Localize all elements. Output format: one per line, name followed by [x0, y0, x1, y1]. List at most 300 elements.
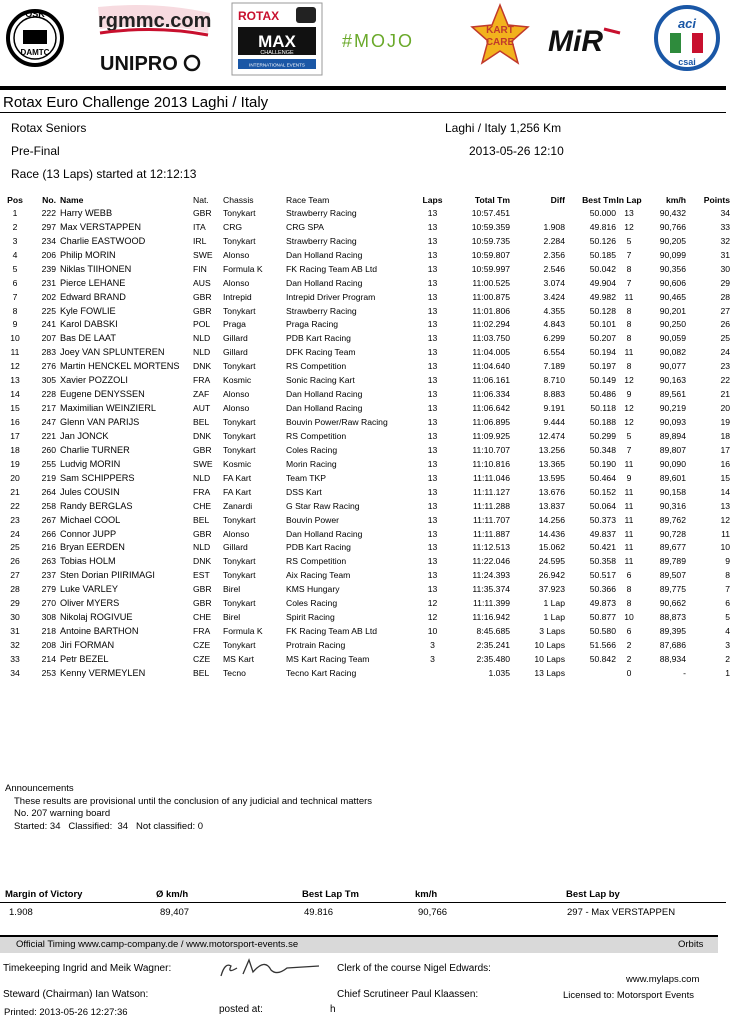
cell-race-team: CRG SPA — [286, 221, 325, 232]
cell-diff: 1 Lap — [543, 598, 565, 609]
cell-laps: 13 — [427, 235, 438, 246]
cell-chassis: Tonykart — [223, 514, 256, 525]
cell-best-time: 50.373 — [589, 514, 616, 525]
cell-diff: 2.546 — [543, 263, 565, 274]
svg-text:MiR: MiR — [548, 25, 603, 58]
cell-name: Kenny VERMEYLEN — [60, 667, 146, 678]
cell-name: Luke VARLEY — [60, 584, 119, 595]
cell-no: 207 — [41, 333, 56, 344]
announcements-title: Announcements — [5, 783, 74, 794]
cell-total-time: 11:02.294 — [472, 319, 510, 330]
cell-laps: 13 — [427, 305, 438, 316]
cell-chassis: Praga — [223, 319, 246, 330]
table-row — [0, 624, 742, 638]
cell-name: Bas DE LAAT — [60, 333, 116, 344]
cell-diff: 14.256 — [538, 514, 565, 525]
cell-race-team: Tecno Kart Racing — [286, 667, 357, 678]
cell-no: 206 — [41, 249, 56, 260]
cell-laps: 13 — [427, 472, 438, 483]
cell-laps: 13 — [427, 221, 438, 232]
session-label: Pre-Final — [11, 144, 60, 158]
cell-nat: FRA — [193, 375, 211, 386]
cell-no: 239 — [41, 263, 56, 274]
cell-chassis: CRG — [223, 221, 243, 232]
cell-diff — [510, 206, 565, 220]
session-datetime: 2013-05-26 12:10 — [469, 144, 564, 158]
cell-in-lap: 8 — [626, 584, 632, 595]
cell-best-time: 50.197 — [589, 361, 616, 372]
cell-name: Tobias HOLM — [60, 556, 116, 567]
cell-no: 208 — [41, 640, 56, 651]
col-no: No. — [42, 194, 56, 205]
cell-diff: 4.355 — [543, 305, 565, 316]
cell-pos: 21 — [10, 486, 20, 497]
title-rule — [0, 112, 726, 113]
cell-diff: 13.256 — [538, 444, 565, 455]
cell-chassis: Kosmic — [223, 375, 252, 386]
cell-pos: 24 — [10, 528, 20, 539]
table-row — [0, 610, 742, 624]
cell-diff: 1 Lap — [543, 612, 565, 623]
cell-in-lap: 11 — [624, 500, 634, 511]
cell-in-lap: 12 — [624, 417, 634, 428]
cell-laps: 13 — [427, 542, 438, 553]
cell-diff: 3.424 — [543, 291, 565, 302]
cell-nat: GBR — [193, 291, 212, 302]
cell-race-team: Strawberry Racing — [286, 235, 357, 246]
cell-points: 12 — [720, 514, 730, 525]
cell-no: 253 — [41, 667, 56, 678]
cell-points: 24 — [720, 347, 730, 358]
table-row — [0, 220, 742, 234]
cell-total-time: 11:12.513 — [472, 542, 510, 553]
cell-race-team: Dan Holland Racing — [286, 528, 363, 539]
cell-pos: 10 — [10, 333, 20, 344]
cell-in-lap: 10 — [624, 612, 634, 623]
cell-points: 14 — [720, 486, 730, 497]
table-row — [0, 276, 742, 290]
cell-points: 26 — [720, 319, 730, 330]
table-row — [0, 527, 742, 541]
cell-total-time: 11:11.288 — [473, 500, 510, 511]
cell-pos: 31 — [10, 626, 20, 637]
cell-kmh: 89,789 — [659, 556, 686, 567]
timekeeper-signature — [215, 956, 325, 982]
cell-pos: 26 — [10, 556, 20, 567]
cell-race-team: Spirit Racing — [286, 612, 335, 623]
cell-no: 225 — [41, 305, 56, 316]
cell-total-time: 2:35.480 — [476, 653, 510, 664]
cell-points: 7 — [725, 584, 730, 595]
col-name: Name — [60, 194, 84, 205]
table-row — [0, 457, 742, 471]
cell-name: Randy BERGLAS — [60, 500, 133, 511]
cell-pos: 1 — [12, 207, 18, 218]
cell-name: Jan JONCK — [60, 430, 109, 441]
cell-kmh: 89,561 — [659, 389, 686, 400]
cell-no: 276 — [41, 361, 56, 372]
cell-laps: 13 — [427, 249, 438, 260]
col-total-time: Total Tm — [474, 194, 510, 205]
cell-nat: DNK — [193, 430, 212, 441]
cell-no: 260 — [41, 444, 56, 455]
clerk-label: Clerk of the course Nigel Edwards: — [337, 963, 491, 974]
cell-in-lap: 0 — [626, 667, 632, 678]
cell-name: Bryan EERDEN — [60, 542, 125, 553]
cell-chassis: FA Kart — [223, 472, 252, 483]
cell-pos: 29 — [10, 598, 20, 609]
cell-name: Glenn VAN PARIJS — [60, 417, 140, 428]
summary-avg-header: Ø km/h — [156, 889, 189, 900]
cell-kmh: 90,606 — [659, 277, 686, 288]
cell-kmh: 90,766 — [659, 221, 686, 232]
cell-nat: BEL — [193, 514, 210, 525]
cell-total-time: 2:35.241 — [476, 640, 510, 651]
cell-no: 216 — [41, 542, 56, 553]
summary-rule — [0, 902, 726, 903]
cell-best-time: 50.358 — [589, 556, 616, 567]
cell-diff: 9.444 — [543, 417, 565, 428]
cell-race-team: DFK Racing Team — [286, 347, 356, 358]
cell-best-time: 49.837 — [589, 528, 616, 539]
svg-text:aci: aci — [677, 16, 697, 31]
cell-diff: 12.474 — [538, 430, 565, 441]
cell-best-time: 50.064 — [589, 500, 616, 511]
cell-pos: 9 — [12, 319, 18, 330]
cell-laps — [420, 666, 445, 680]
cell-chassis: Alonso — [223, 403, 250, 414]
cell-points: 6 — [725, 598, 730, 609]
cell-points: 8 — [725, 570, 730, 581]
cell-laps: 13 — [427, 319, 438, 330]
cell-laps: 13 — [427, 444, 438, 455]
cell-best-time: 50.464 — [589, 472, 616, 483]
cell-race-team: Sonic Racing Kart — [286, 375, 355, 386]
table-row — [0, 318, 742, 332]
cell-nat: DNK — [193, 361, 212, 372]
cell-diff: 13 Laps — [534, 667, 565, 678]
cell-no: 263 — [41, 556, 56, 567]
cell-best-time: 49.904 — [589, 277, 616, 288]
cell-total-time: 11:11.887 — [473, 528, 510, 539]
cell-points: 3 — [725, 640, 730, 651]
cell-laps: 13 — [427, 430, 438, 441]
cell-points: 29 — [720, 277, 730, 288]
cell-nat: AUT — [193, 403, 211, 414]
cell-laps: 3 — [430, 653, 435, 664]
cell-diff: 26.942 — [538, 570, 565, 581]
cell-kmh: 90,205 — [659, 235, 686, 246]
table-row — [0, 206, 742, 220]
cell-pos: 3 — [12, 235, 18, 246]
cell-laps: 13 — [427, 584, 438, 595]
cell-nat: GBR — [193, 444, 212, 455]
cell-in-lap: 11 — [624, 347, 634, 358]
cell-points: 15 — [720, 472, 730, 483]
cell-chassis: Intrepid — [223, 291, 252, 302]
cell-no: 217 — [41, 403, 56, 414]
cell-points: 4 — [725, 626, 730, 637]
table-row — [0, 652, 742, 666]
announcement-warning: No. 207 warning board — [14, 808, 111, 819]
cell-kmh: 90,082 — [659, 347, 686, 358]
cell-race-team: KMS Hungary — [286, 584, 340, 595]
cell-total-time: 11:00.875 — [472, 291, 510, 302]
cell-chassis: Alonso — [223, 277, 250, 288]
cell-chassis: Birel — [223, 584, 241, 595]
cell-no: 297 — [41, 221, 56, 232]
summary-kmh-value: 90,766 — [418, 907, 448, 918]
timekeeping-label: Timekeeping Ingrid and Meik Wagner: — [3, 963, 172, 974]
svg-text:#MOJO: #MOJO — [342, 31, 415, 51]
cell-laps: 13 — [427, 291, 438, 302]
mir-logo — [544, 3, 648, 77]
cell-chassis: Tonykart — [223, 640, 256, 651]
table-row — [0, 331, 742, 345]
cell-kmh: 90,432 — [659, 207, 686, 218]
svg-text:rgmmc.com: rgmmc.com — [98, 10, 212, 32]
cell-chassis: Tonykart — [223, 444, 256, 455]
aci-csai-logo — [654, 3, 720, 73]
cell-best-time: 50.185 — [589, 249, 616, 260]
cell-diff: 1.908 — [543, 221, 565, 232]
cell-kmh: 90,158 — [659, 486, 686, 497]
summary-bestby-header: Best Lap by — [566, 889, 620, 900]
cell-nat: IRL — [193, 235, 207, 246]
svg-text:CHALLENGE: CHALLENGE — [260, 50, 294, 56]
cell-in-lap: 7 — [626, 444, 632, 455]
cell-in-lap: 5 — [626, 235, 632, 246]
cell-best-time: 50.517 — [589, 570, 616, 581]
table-row — [0, 666, 742, 680]
cell-chassis: Tonykart — [223, 207, 256, 218]
cell-best-time: 51.566 — [589, 640, 616, 651]
cell-kmh: 90,093 — [659, 417, 686, 428]
announcement-counts: Started: 34 Classified: 34 Not classified: 0 — [14, 820, 204, 832]
cell-points: 32 — [720, 235, 730, 246]
cell-name: Michael COOL — [60, 514, 121, 525]
cell-name: Jules COUSIN — [60, 486, 120, 497]
cell-pos: 15 — [10, 403, 20, 414]
cell-total-time: 11:11.127 — [473, 486, 510, 497]
cell-chassis: Gillard — [223, 333, 248, 344]
cell-name: Charlie EASTWOOD — [60, 235, 146, 246]
cell-pos: 7 — [12, 291, 18, 302]
cell-name: Xavier POZZOLI — [60, 375, 128, 386]
cell-no: 266 — [41, 528, 56, 539]
cell-laps: 13 — [427, 570, 438, 581]
cell-nat: AUS — [193, 277, 211, 288]
table-row — [0, 554, 742, 568]
cell-total-time: 11:35.374 — [472, 584, 510, 595]
rgmmc-unipro-logo — [96, 3, 214, 77]
cell-in-lap: 11 — [624, 486, 634, 497]
cell-chassis: Alonso — [223, 249, 250, 260]
table-row — [0, 596, 742, 610]
cell-in-lap: 8 — [626, 319, 632, 330]
posted-at-label: posted at: — [219, 1004, 263, 1015]
cell-in-lap: 11 — [624, 542, 634, 553]
col-pos: Pos — [7, 194, 23, 205]
cell-race-team: FK Racing Team AB Ltd — [286, 626, 378, 637]
cell-best-time: 50.126 — [589, 235, 616, 246]
cell-total-time: 11:04.005 — [472, 347, 510, 358]
cell-pos: 8 — [12, 305, 18, 316]
cell-nat: FRA — [193, 626, 211, 637]
cell-points: 34 — [720, 207, 730, 218]
cell-best-time: 50.348 — [589, 444, 616, 455]
cell-in-lap: 8 — [626, 598, 632, 609]
cell-nat: ITA — [193, 221, 206, 232]
results-header-row — [0, 193, 742, 206]
cell-diff: 13.365 — [538, 458, 565, 469]
table-row — [0, 485, 742, 499]
cell-points: 16 — [720, 458, 730, 469]
cell-best-time: 49.982 — [589, 291, 616, 302]
cell-in-lap: 7 — [626, 249, 632, 260]
cell-kmh: 90,059 — [659, 333, 686, 344]
cell-pos: 28 — [10, 584, 20, 595]
table-row — [0, 429, 742, 443]
cell-nat: SWE — [193, 249, 213, 260]
cell-total-time: 11:11.707 — [473, 514, 510, 525]
cell-in-lap: 11 — [624, 556, 634, 567]
cell-no: 283 — [41, 347, 56, 358]
cell-laps: 13 — [427, 458, 438, 469]
cell-no: 308 — [41, 612, 56, 623]
cell-chassis: Tonykart — [223, 556, 256, 567]
cell-diff: 4.843 — [543, 319, 565, 330]
cell-race-team: Praga Racing — [286, 319, 339, 330]
cell-pos: 14 — [10, 389, 20, 400]
cell-diff: 14.436 — [538, 528, 565, 539]
orbits-label: Orbits — [678, 939, 704, 950]
cell-race-team: RS Competition — [286, 556, 347, 567]
cell-in-lap: 12 — [624, 403, 634, 414]
cell-total-time: 10:59.997 — [471, 263, 510, 274]
cell-best-time: 49.873 — [589, 598, 616, 609]
cell-total-time: 11:01.806 — [472, 305, 510, 316]
cell-total-time: 11:24.393 — [472, 570, 510, 581]
table-row — [0, 290, 742, 304]
cell-best-time: 50.042 — [589, 263, 616, 274]
steward-label: Steward (Chairman) Ian Watson: — [3, 989, 149, 1000]
cell-no: 219 — [41, 472, 56, 483]
svg-text:csai: csai — [678, 57, 696, 67]
cell-kmh: 89,894 — [659, 430, 686, 441]
cell-in-lap: 6 — [626, 626, 632, 637]
col-race-team: Race Team — [286, 194, 330, 205]
cell-best-time: 50.207 — [589, 333, 616, 344]
cell-points: 30 — [720, 263, 730, 274]
cell-in-lap: 8 — [626, 263, 632, 274]
cell-in-lap: 12 — [624, 221, 634, 232]
table-row — [0, 638, 742, 652]
cell-name: Harry WEBB — [60, 207, 113, 218]
cell-kmh: 89,601 — [659, 472, 686, 483]
cell-no: 305 — [41, 375, 56, 386]
col-in-lap: In Lap — [616, 194, 642, 205]
cell-nat: SWE — [193, 458, 213, 469]
cell-chassis: MS Kart — [223, 653, 255, 664]
cell-chassis: Tonykart — [223, 417, 256, 428]
cell-pos: 32 — [10, 640, 20, 651]
cell-pos: 16 — [10, 417, 20, 428]
cell-chassis: Formula K — [223, 263, 263, 274]
cell-best-time: 50.152 — [589, 486, 616, 497]
cell-pos: 17 — [10, 430, 20, 441]
cell-pos: 30 — [10, 612, 20, 623]
cell-laps: 10 — [427, 626, 438, 637]
cell-race-team: FK Racing Team AB Ltd — [286, 263, 378, 274]
summary-bestlap-header: Best Lap Tm — [302, 889, 360, 900]
table-row — [0, 401, 742, 415]
cell-laps: 13 — [427, 333, 438, 344]
cell-total-time: 11:00.525 — [472, 277, 510, 288]
cell-diff: 13.595 — [538, 472, 565, 483]
cell-nat: DNK — [193, 556, 212, 567]
kart-care-logo — [470, 3, 530, 75]
cell-pos: 33 — [10, 653, 20, 664]
cell-points: 28 — [720, 291, 730, 302]
announcement-provisional: These results are provisional until the conclusion of any judicial and technical matters — [14, 795, 373, 807]
cell-best-time — [565, 666, 616, 680]
table-row — [0, 499, 742, 513]
col-kmh: km/h — [665, 194, 686, 205]
cell-total-time: 11:22.046 — [472, 556, 510, 567]
cell-pos: 18 — [10, 444, 20, 455]
cell-total-time: 11:06.895 — [472, 417, 510, 428]
cell-points: 33 — [720, 221, 730, 232]
cell-laps: 13 — [427, 361, 438, 372]
cell-nat: FIN — [193, 263, 207, 274]
svg-text:CARE: CARE — [485, 37, 515, 48]
cell-no: 218 — [41, 626, 56, 637]
table-row — [0, 304, 742, 318]
col-points: Points — [703, 194, 730, 205]
cell-name: Charlie TURNER — [60, 444, 130, 455]
cell-race-team: PDB Kart Racing — [286, 542, 351, 553]
cell-best-time: 50.877 — [589, 612, 616, 623]
table-row — [0, 345, 742, 359]
cell-chassis: Kosmic — [223, 458, 252, 469]
cell-name: Karol DABSKI — [60, 319, 118, 330]
cell-points: 5 — [725, 612, 730, 623]
cell-points: 11 — [721, 528, 730, 539]
cell-diff: 13.676 — [538, 486, 565, 497]
cell-laps: 12 — [427, 612, 438, 623]
cell-kmh: 90,163 — [659, 375, 686, 386]
cell-diff: 6.554 — [543, 347, 565, 358]
cell-points: 21 — [720, 389, 730, 400]
cell-race-team: Coles Racing — [286, 598, 338, 609]
table-row — [0, 373, 742, 387]
cell-total-time: 11:11.046 — [473, 472, 510, 483]
cell-name: Nikolaj ROGIVUE — [60, 612, 133, 623]
cell-best-time: 50.149 — [589, 375, 616, 386]
cell-points: 27 — [720, 305, 730, 316]
cell-in-lap: 8 — [626, 361, 632, 372]
cell-nat: NLD — [193, 347, 211, 358]
cell-nat: CZE — [193, 640, 211, 651]
cell-name: Philip MORIN — [60, 249, 116, 260]
cell-kmh: 89,507 — [659, 570, 686, 581]
table-row — [0, 359, 742, 373]
svg-text:MAX: MAX — [258, 32, 296, 51]
cell-pos: 19 — [10, 458, 20, 469]
cell-laps: 13 — [427, 375, 438, 386]
cell-kmh: 90,201 — [659, 305, 686, 316]
